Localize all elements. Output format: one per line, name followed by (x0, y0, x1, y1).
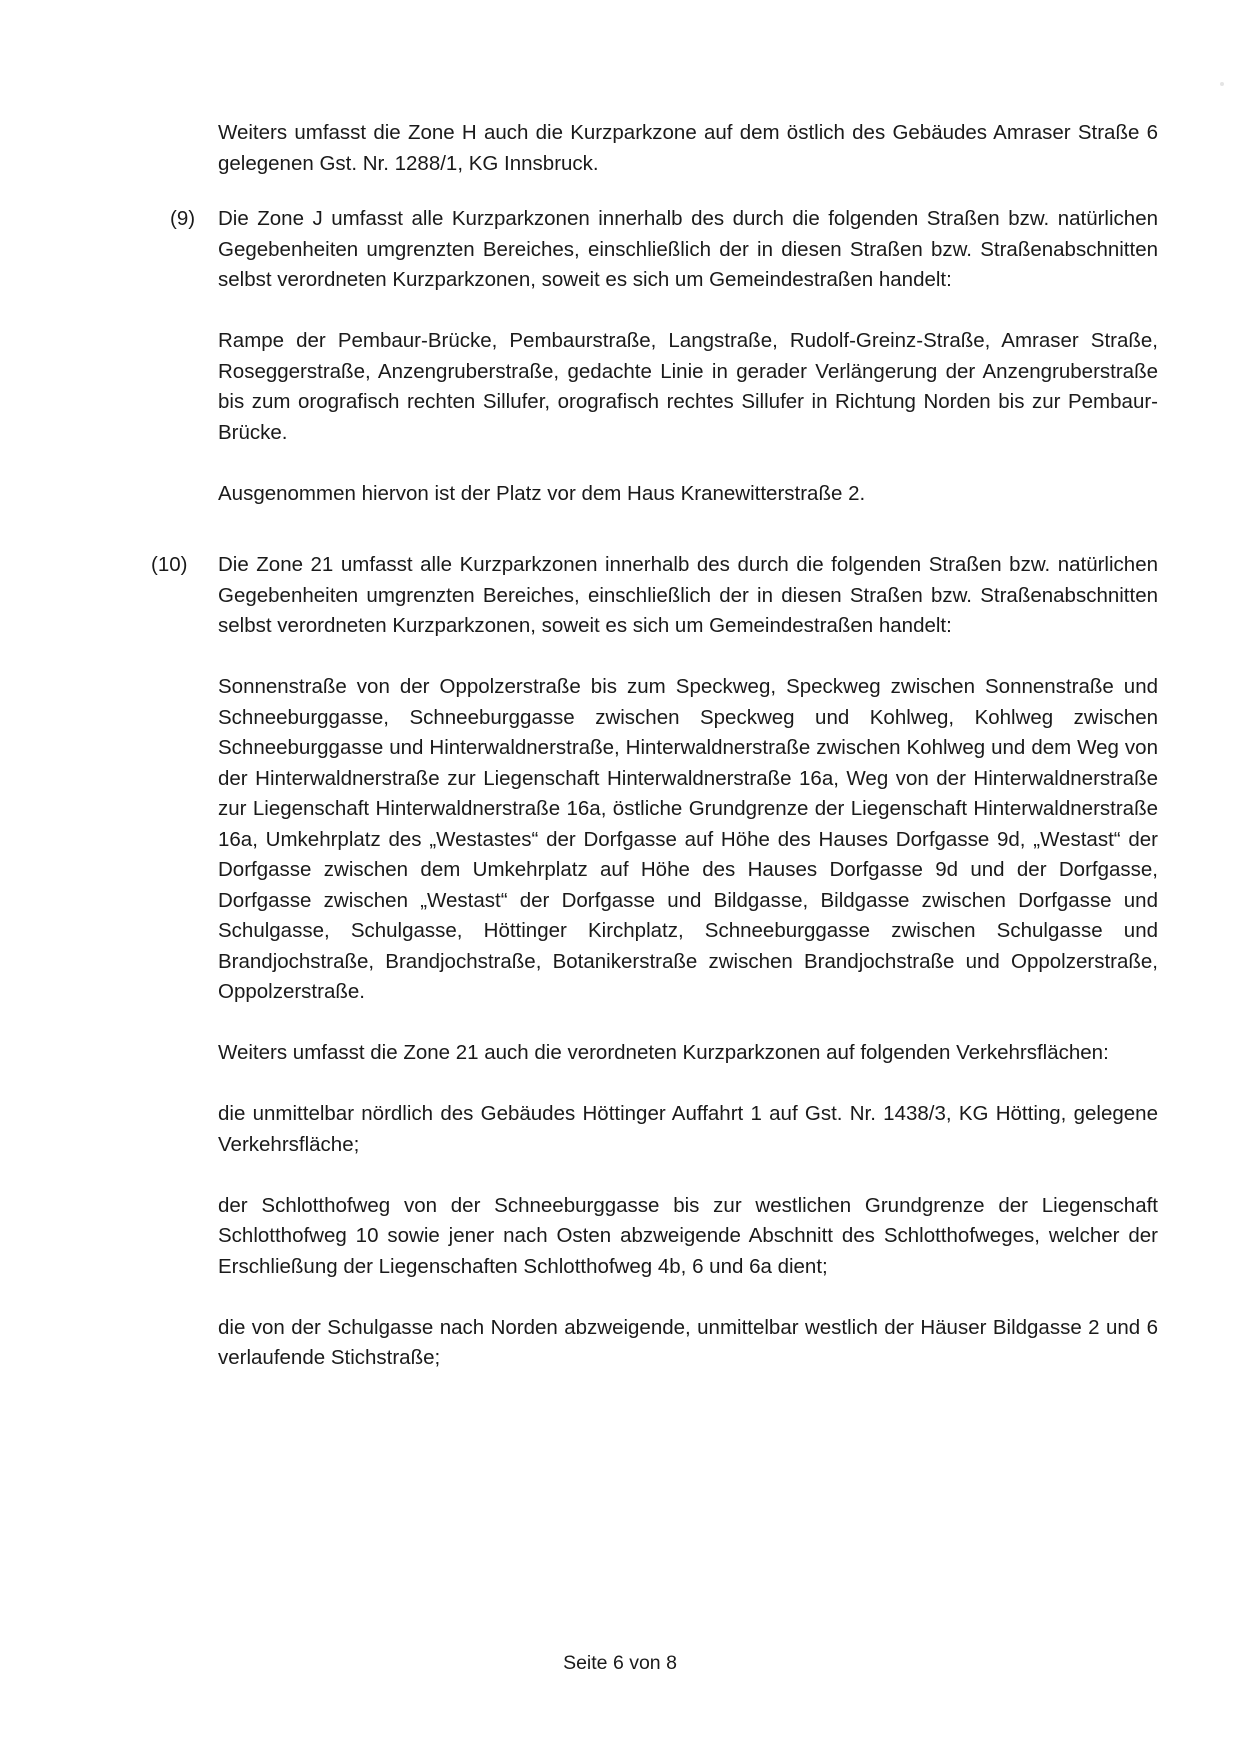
intro-text: Weiters umfasst die Zone H auch die Kurzparkzone auf dem östlich des Gebäudes Amraser Straße 6 gelegenen Gst. Nr. 1288/1, KG Innsbruck. (218, 121, 1158, 175)
section-9-exception: Ausgenommen hiervon ist der Platz vor dem Haus Kranewitterstraße 2. (218, 481, 866, 505)
section-9 (218, 204, 1158, 509)
section-10-area-2: der Schlotthofweg von der Schneeburggasse bis zur westlichen Grundgrenze der Liegenschaft Schlotthofweg 10 sowie jener nach Osten abzweigende Abschnitt des Schlotthofweges, welcher der Erschließung der Liegenschaften Schlotthofweg 4b, 6 und 6a dient; (218, 1193, 1158, 1278)
section-9-number: (9) (170, 207, 196, 230)
scan-speck (1220, 82, 1224, 86)
intro-paragraph (218, 118, 1158, 179)
section-9-boundary: Rampe der Pembaur-Brücke, Pembaurstraße, Langstraße, Rudolf-Greinz-Straße, Amraser Straße, Roseggerstraße, Anzengruberstraße, gedachte Linie in gerader Verlängerung der Anzengruberstraße bis zum orografisch rechten Sillufer, orografisch rechtes Sillufer in Richtung Norden bis zur Pembaur-Brücke. (218, 329, 1158, 444)
section-10-number: (10) (151, 553, 188, 576)
section-10-further: Weiters umfasst die Zone 21 auch die verordneten Kurzparkzonen auf folgenden Verkehrsflächen: (218, 1041, 1109, 1064)
section-10-area-1: die unmittelbar nördlich des Gebäudes Höttinger Auffahrt 1 auf Gst. Nr. 1438/3, KG Hötting, gelegene Verkehrsfläche; (218, 1102, 1158, 1156)
section-10-area-3: die von der Schulgasse nach Norden abzweigende, unmittelbar westlich der Häuser Bildgasse 2 und 6 verlaufende Stichstraße; (218, 1315, 1158, 1369)
section-10-lead: Die Zone 21 umfasst alle Kurzparkzonen innerhalb des durch die folgenden Straßen bzw. natürlichen Gegebenheiten umgrenzten Bereiches, einschließlich der in diesen Straßen bzw. Straßenabschnitten selbst verordneten Kurzparkzonen, soweit es sich um Gemeindestraßen handelt: (218, 553, 1158, 637)
section-10-boundary: Sonnenstraße von der Oppolzerstraße bis zum Speckweg, Speckweg zwischen Sonnenstraße und Schneeburggasse, Schneeburggasse zwischen Speckweg und Kohlweg, Kohlweg zwischen Schneeburggasse und Hinterwaldnerstraße, Hinterwaldnerstraße zwischen Kohlweg und dem Weg von der Hinterwaldnerstraße zur Liegenschaft Hinterwaldnerstraße 16a, Weg von der Hinterwaldnerstraße zur Liegenschaft Hinterwaldnerstraße 16a, östliche Grundgrenze der Liegenschaft Hinterwaldnerstraße 16a, Umkehrplatz des „Westastes“ der Dorfgasse auf Höhe des Hauses Dorfgasse 9d, „Westast“ der Dorfgasse zwischen dem Umkehrplatz auf Höhe des Hauses Dorfgasse 9d und der Dorfgasse, Dorfgasse zwischen „Westast“ der Dorfgasse und Bildgasse, Bildgasse zwischen Dorfgasse und Schulgasse, Schulgasse, Höttinger Kirchplatz, Schneeburggasse zwischen Schulgasse und Brandjochstraße, Brandjochstraße, Botanikerstraße zwischen Brandjochstraße und Oppolzerstraße, Oppolzerstraße. (218, 675, 1158, 1003)
section-9-lead: Die Zone J umfasst alle Kurzparkzonen innerhalb des durch die folgenden Straßen bzw. natürlichen Gegebenheiten umgrenzten Bereiches, einschließlich der in diesen Straßen bzw. Straßenabschnitten selbst verordneten Kurzparkzonen, soweit es sich um Gemeindestraßen handelt: (218, 207, 1158, 291)
section-10 (218, 550, 1158, 1374)
page-number: Seite 6 von 8 (563, 1652, 677, 1674)
